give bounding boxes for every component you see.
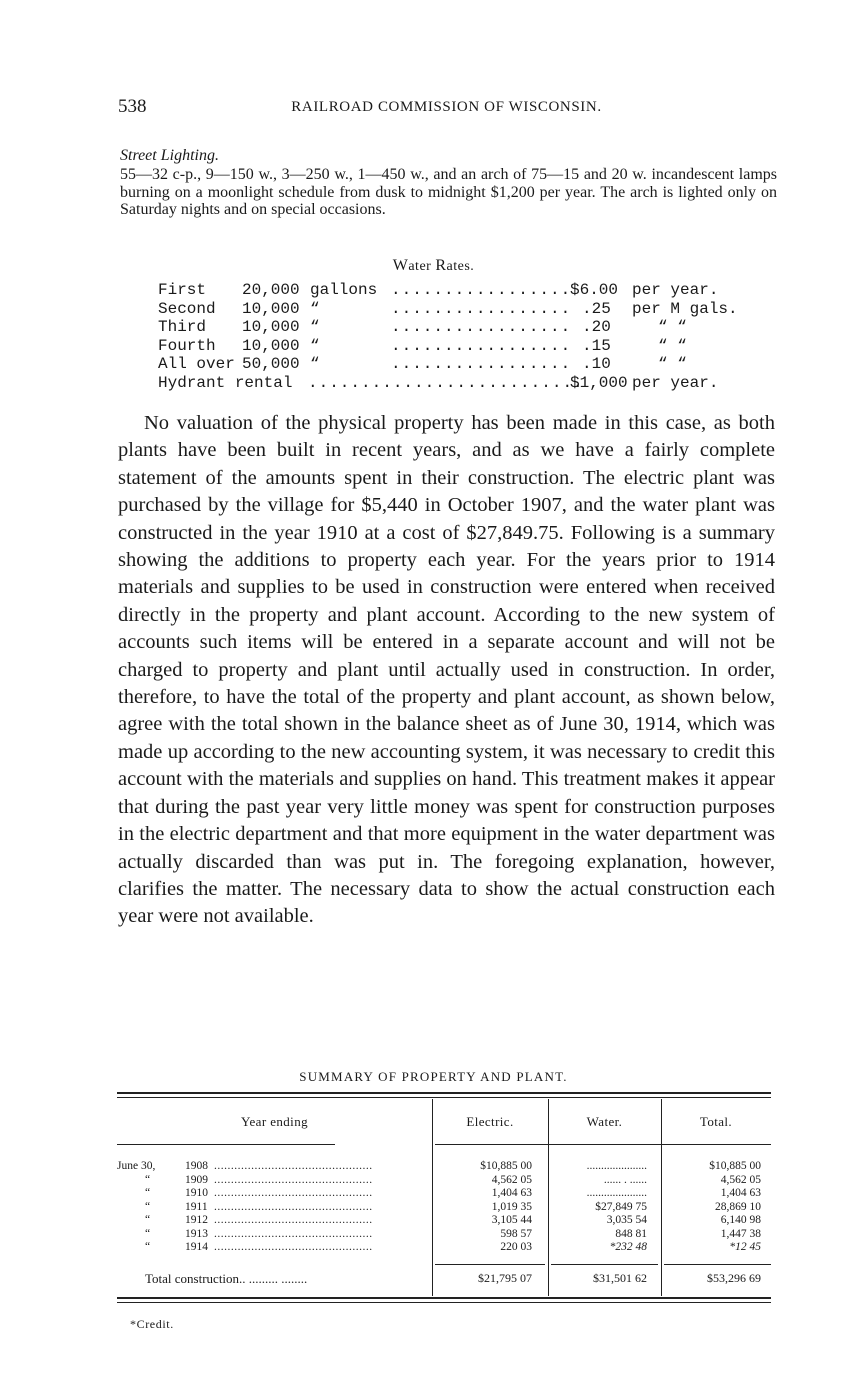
row-leader-dots: ............................................... <box>214 1227 373 1240</box>
rate-leader-dots: ................. <box>391 336 572 355</box>
total-rule <box>551 1264 658 1265</box>
running-head: RAILROAD COMMISSION OF WISCONSIN. <box>291 99 602 115</box>
water-rates-title <box>0 257 867 275</box>
row-leader-dots: ............................................... <box>214 1160 373 1172</box>
row-water: ..................... <box>586 1160 647 1172</box>
row-water: ...... . ...... <box>603 1173 647 1186</box>
rate-leader-dots: ................. <box>391 318 572 336</box>
row-water: $27,849 75 <box>595 1200 647 1213</box>
row-water: *232 48 <box>609 1241 647 1253</box>
rate-tier: Fourth <box>158 336 216 355</box>
row-leader-dots: ............................................... <box>214 1214 373 1226</box>
row-leader-dots: ............................................... <box>214 1200 373 1213</box>
table-row <box>117 1201 771 1215</box>
row-electric: 1,404 63 <box>491 1187 532 1199</box>
row-electric: 3,105 44 <box>491 1214 532 1226</box>
water-rates-title-ates: ates. <box>446 259 475 274</box>
total-rule <box>435 1264 545 1265</box>
summary-table-title: SUMMARY OF PROPERTY AND PLANT. <box>299 1069 568 1084</box>
row-month: “ <box>145 1214 151 1226</box>
body-paragraph: No valuation of the physical property has been made in this case, as both plants have been built in recent years, and as we have a fairly complete statement of the amounts spent in their construction. The electric plant was purchased by the village for $5,440 in October 1907, and the water plant was constructed in the year 1910 at a cost of $27,849.75. Following is a summary showing the additions to property each year. For the years prior to 1914 materials and supplies to be used in construction were entered when received directly in the property and plant account. According to the new system of accounts such items will be entered in a separate account and will not be charged to property and plant until actually used in construction. In order, therefore, to have the total of the property and plant account, as shown below, agree with the total shown in the balance sheet as of June 30, 1914, which was made up according to the new accounting system, it was necessary to credit this account with the materials and supplies on hand. This treatment makes it appear that during the past year very little money was spent for construction purposes in the electric department and that more equipment in the water department was actually discarded than was put in. The foregoing explanation, however, clarifies the matter. The necessary data to show the actual construction each year were not available. <box>118 412 775 928</box>
rate-unit: gallons <box>310 281 378 299</box>
header-rule <box>117 1144 335 1145</box>
rate-row <box>158 355 758 374</box>
rate-unit: “ <box>310 355 320 373</box>
row-month: “ <box>145 1200 151 1213</box>
total-label: Total construction.. ......... ........ <box>145 1271 308 1286</box>
rate-amount: 10,000 <box>242 318 300 336</box>
table-row <box>117 1187 771 1201</box>
hydrant-label: Hydrant rental <box>158 373 293 392</box>
rate-unit: “ <box>310 299 320 318</box>
table-body <box>117 1160 771 1255</box>
street-lighting-title: Street Lighting. <box>120 147 219 164</box>
water-rates-list <box>158 281 758 392</box>
rate-unit: “ <box>310 318 320 336</box>
row-electric: 4,562 05 <box>491 1173 532 1186</box>
rate-tier: All over <box>158 355 235 373</box>
rate-tier: Second <box>158 299 216 318</box>
total-electric: $21,795 07 <box>478 1271 532 1285</box>
table-row <box>117 1214 771 1228</box>
water-rates-title-r: R <box>435 257 447 274</box>
rate-per: per M gals. <box>632 299 738 318</box>
rate-per: “ “ <box>658 355 687 373</box>
page-header <box>118 96 775 124</box>
row-total: 1,447 38 <box>720 1227 761 1240</box>
footnote: *Credit. <box>130 1317 174 1331</box>
row-month: “ <box>145 1241 151 1253</box>
rate-row <box>158 281 758 300</box>
row-year: 1914 <box>185 1241 208 1253</box>
row-year: 1913 <box>185 1227 208 1240</box>
row-water: 3,035 54 <box>606 1214 647 1226</box>
total-water: $31,501 62 <box>593 1271 647 1285</box>
row-month: “ <box>145 1227 151 1240</box>
row-year: 1908 <box>185 1160 208 1172</box>
row-year: 1912 <box>185 1214 208 1226</box>
rate-amount: 20,000 <box>242 281 300 299</box>
hydrant-per: per year. <box>632 373 719 392</box>
rate-tier: First <box>158 281 207 299</box>
rate-tier: Third <box>158 318 207 336</box>
row-month: “ <box>145 1187 151 1199</box>
row-electric: $10,885 00 <box>480 1160 532 1172</box>
total-total: $53,296 69 <box>707 1271 761 1285</box>
table-row <box>117 1228 771 1242</box>
rate-per: “ “ <box>658 336 687 355</box>
row-total: *12 45 <box>729 1241 761 1253</box>
row-water: ..................... <box>586 1187 647 1199</box>
table-row <box>117 1160 771 1174</box>
row-month: “ <box>145 1173 151 1186</box>
row-year: 1909 <box>185 1173 208 1186</box>
rate-leader-dots: ................. <box>391 281 572 299</box>
table-bottom-rule-thin <box>117 1302 771 1303</box>
row-total: 1,404 63 <box>720 1187 761 1199</box>
street-lighting-text: 55—32 c-p., 9—150 w., 3—250 w., 1—450 w., and an arch of 75—15 and 20 w. incandescent lamps burning on a moonlight schedule from dusk to midnight $1,200 per year. The arch is lighted only on Saturday nights and on special occasions. <box>120 166 777 218</box>
rate-row <box>158 318 758 337</box>
water-rates-title-ater: ater <box>408 259 432 274</box>
row-electric: 220 03 <box>500 1241 532 1253</box>
rate-row <box>158 337 758 356</box>
row-leader-dots: ............................................... <box>214 1173 373 1186</box>
hydrant-price: $1,000 <box>570 373 628 392</box>
table-row <box>117 1174 771 1188</box>
row-water: 848 81 <box>615 1227 647 1240</box>
table-bottom-rule <box>117 1297 771 1299</box>
rate-price: .10 <box>582 355 611 373</box>
water-rates-title-w: W <box>392 257 409 274</box>
rate-price: .25 <box>582 299 611 318</box>
table-top-rule-thin <box>117 1097 771 1098</box>
rate-leader-dots: ................. <box>391 355 572 373</box>
rate-row <box>158 300 758 319</box>
summary-table <box>117 1092 771 1304</box>
rate-per: “ “ <box>658 318 687 336</box>
row-total: 4,562 05 <box>720 1173 761 1186</box>
rate-amount: 10,000 <box>242 336 300 355</box>
rate-leader-dots: ................. <box>391 299 572 318</box>
rate-price: .15 <box>582 336 611 355</box>
row-year: 1911 <box>185 1200 208 1213</box>
header-year-ending: Year ending <box>241 1114 308 1129</box>
row-total: 28,869 10 <box>715 1200 761 1213</box>
header-rule <box>435 1144 771 1145</box>
hydrant-leader-dots: .......................... <box>308 373 584 392</box>
row-electric: 598 57 <box>500 1227 532 1240</box>
row-total: 6,140 98 <box>720 1214 761 1226</box>
body-text <box>118 410 775 931</box>
rate-price: .20 <box>582 318 611 336</box>
row-month: June 30, <box>117 1160 156 1172</box>
row-electric: 1,019 35 <box>491 1200 532 1213</box>
total-rule <box>664 1264 771 1265</box>
row-leader-dots: ............................................... <box>214 1241 373 1253</box>
rate-amount: 50,000 <box>242 355 300 373</box>
rate-unit: “ <box>310 336 320 355</box>
row-year: 1910 <box>185 1187 208 1199</box>
row-total: $10,885 00 <box>709 1160 761 1172</box>
rate-per: per year. <box>632 281 719 299</box>
table-top-rule <box>117 1092 771 1094</box>
hydrant-row <box>158 374 758 393</box>
header-electric: Electric. <box>466 1114 514 1129</box>
header-total: Total. <box>699 1114 733 1129</box>
row-leader-dots: ............................................... <box>214 1187 373 1199</box>
rate-amount: 10,000 <box>242 299 300 318</box>
table-row <box>117 1241 771 1255</box>
rate-price: $6.00 <box>570 281 619 299</box>
total-row <box>117 1271 771 1287</box>
page-number: 538 <box>118 96 147 117</box>
header-water: Water. <box>586 1114 623 1129</box>
